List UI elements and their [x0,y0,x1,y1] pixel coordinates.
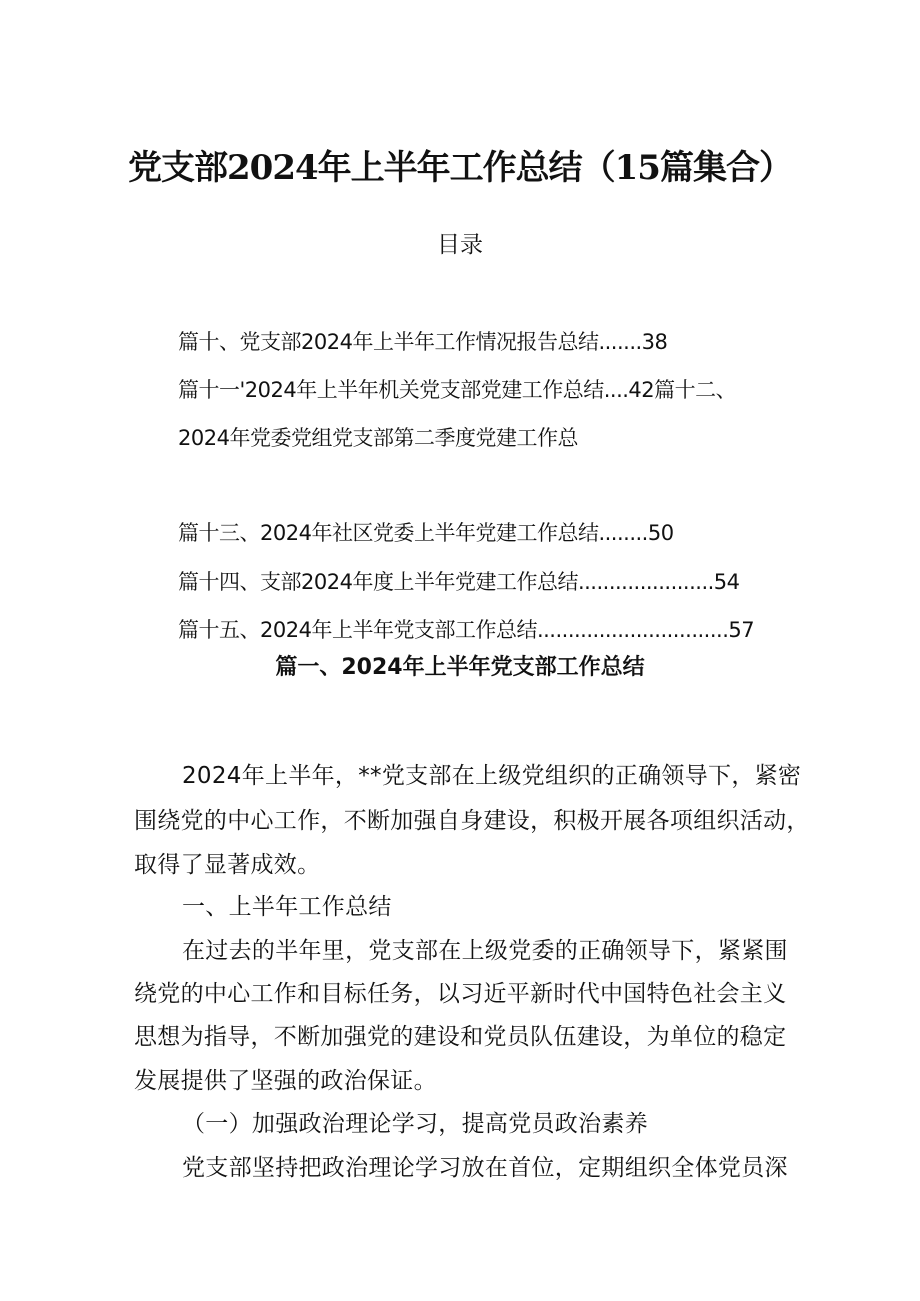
body-line: 一、上半年工作总结 [182,894,392,920]
toc-entry: 篇十五、2024年上半年党支部工作总结...............................57 [178,618,755,642]
document-title: 党支部2024年上半年工作总结（15篇集合） [128,148,792,188]
body-line: 取得了显著成效。 [134,852,321,878]
toc-entry: 篇十一'2024年上半年机关党支部党建工作总结....42篇十二、 [178,378,737,402]
body-line: 思想为指导，不断加强党的建设和党员队伍建设，为单位的稳定 [134,1024,787,1050]
toc-entry: 2024年党委党组党支部第二季度党建工作总 [178,426,578,450]
body-line: 党支部坚持把政治理论学习放在首位，定期组织全体党员深 [182,1155,788,1181]
body-line: 发展提供了坚强的政治保证。 [134,1068,437,1094]
body-line: 绕党的中心工作和目标任务，以习近平新时代中国特色社会主义 [134,981,787,1007]
toc-heading: 目录 [437,232,483,258]
toc-entry: 篇十四、支部2024年度上半年党建工作总结......................54 [178,570,740,594]
body-line: 在过去的半年里，党支部在上级党委的正确领导下，紧紧围 [182,938,788,964]
body-line: 围绕党的中心工作，不断加强自身建设，积极开展各项组织活动， [134,808,810,834]
body-line: 2024年上半年，**党支部在上级党组织的正确领导下，紧密 [182,763,802,789]
body-line: （一）加强政治理论学习，提高党员政治素养 [182,1111,648,1137]
toc-entry: 篇十、党支部2024年上半年工作情况报告总结.......38 [178,330,668,354]
section-title: 篇一、2024年上半年党支部工作总结 [275,655,645,680]
toc-entry: 篇十三、2024年社区党委上半年党建工作总结........50 [178,521,674,545]
